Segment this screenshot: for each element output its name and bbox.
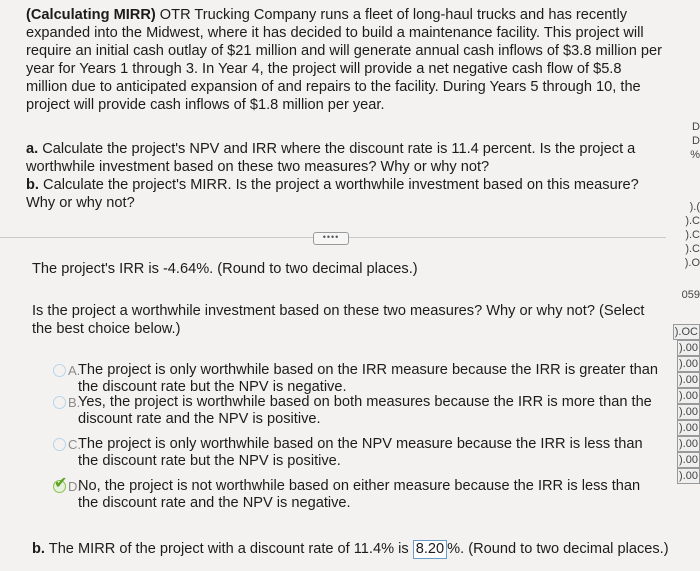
option-c-text: The project is only worthwhile based on the NPV measure because the IRR is less than the discount rate but the NPV is positive. (78, 436, 643, 469)
question-list (26, 140, 666, 212)
option-a-text: The project is only worthwhile based on the IRR measure because the IRR is greater than the discount rate but the NPV is negative. (78, 362, 658, 395)
irr-answer-line (32, 261, 418, 277)
side-item: ).C (685, 229, 700, 241)
side-value: ).00 (679, 358, 698, 370)
side-item: % (690, 149, 700, 161)
irr-suffix: %. (Round to two decimal places.) (196, 261, 418, 277)
expand-more-button[interactable]: •••• (313, 232, 349, 245)
side-value: ).00 (679, 454, 698, 466)
side-value: ).00 (679, 438, 698, 450)
mirr-input[interactable]: 8.20 (413, 540, 447, 559)
side-value: ).OC (674, 326, 698, 338)
question-a-text: Calculate the project's NPV and IRR where the discount rate is 11.4 percent. Is the project a worthwhile investment based on these two measures? Why or why not? (26, 141, 636, 175)
irr-value: -4.64 (162, 261, 197, 277)
side-pct: 059 (681, 289, 700, 301)
side-item: ).C (685, 215, 700, 227)
option-b-text: Yes, the project is worthwhile based on both measures because the IRR is more than the discount rate and the NPV is positive. (78, 394, 652, 427)
mirr-label: b. (32, 541, 45, 557)
side-column (672, 120, 700, 484)
question-b (26, 176, 666, 212)
radio-icon[interactable] (53, 364, 66, 377)
mirr-suffix: %. (Round to two decimal places.) (447, 541, 669, 557)
select-question: Is the project a worthwhile investment based on these two measures? Why or why not? (Select the best choice below.) (32, 303, 645, 337)
side-value: ).00 (679, 470, 698, 482)
irr-prefix: The project's IRR is (32, 261, 159, 277)
option-d-letter: D. (68, 479, 81, 494)
side-value: ).00 (679, 406, 698, 418)
side-item: D (692, 121, 700, 133)
question-a-label: a. (26, 141, 39, 157)
checkmark-icon: ✔ (54, 475, 68, 492)
side-value: ).00 (679, 374, 698, 386)
radio-icon[interactable] (53, 396, 66, 409)
mirr-answer-line (32, 540, 669, 559)
problem-text: OTR Trucking Company runs a fleet of long-haul trucks and has recently expanded into the Midwest, where it has decided to build a maintenance facility. This project will require an initial cash outlay of $21 million and will generate annual cash inflows of $3.8 million per year for Years 1 through 3. In Year 4, the project will provide a net negative cash flow of $5.8 million due to anticipated expansion of and repairs to the facility. During Years 5 through 10, the project will provide cash inflows of $1.8 million per year. (26, 7, 663, 113)
option-a-letter: A. (68, 363, 81, 378)
side-item: ).( (689, 201, 700, 213)
question-b-label: b. (26, 177, 39, 193)
side-item: ).C (685, 243, 700, 255)
side-panel (666, 0, 700, 571)
side-value: ).00 (679, 342, 698, 354)
side-item: ).O (684, 257, 700, 269)
question-a (26, 140, 666, 176)
question-b-text: Calculate the project's MIRR. Is the project a worthwhile investment based on this measure? Why or why not? (26, 177, 639, 211)
problem-statement (26, 6, 666, 114)
option-b-letter: B. (68, 395, 81, 410)
side-value: ).00 (679, 422, 698, 434)
mirr-prefix: The MIRR of the project with a discount rate of 11.4% is (48, 541, 409, 557)
side-item: D (692, 135, 700, 147)
problem-title: (Calculating MIRR) (26, 7, 156, 23)
radio-icon[interactable] (53, 438, 66, 451)
option-c-letter: C. (68, 437, 81, 452)
side-value: ).00 (679, 390, 698, 402)
option-d-text: No, the project is not worthwhile based on either measure because the IRR is less than the discount rate and the NPV is negative. (78, 478, 641, 511)
